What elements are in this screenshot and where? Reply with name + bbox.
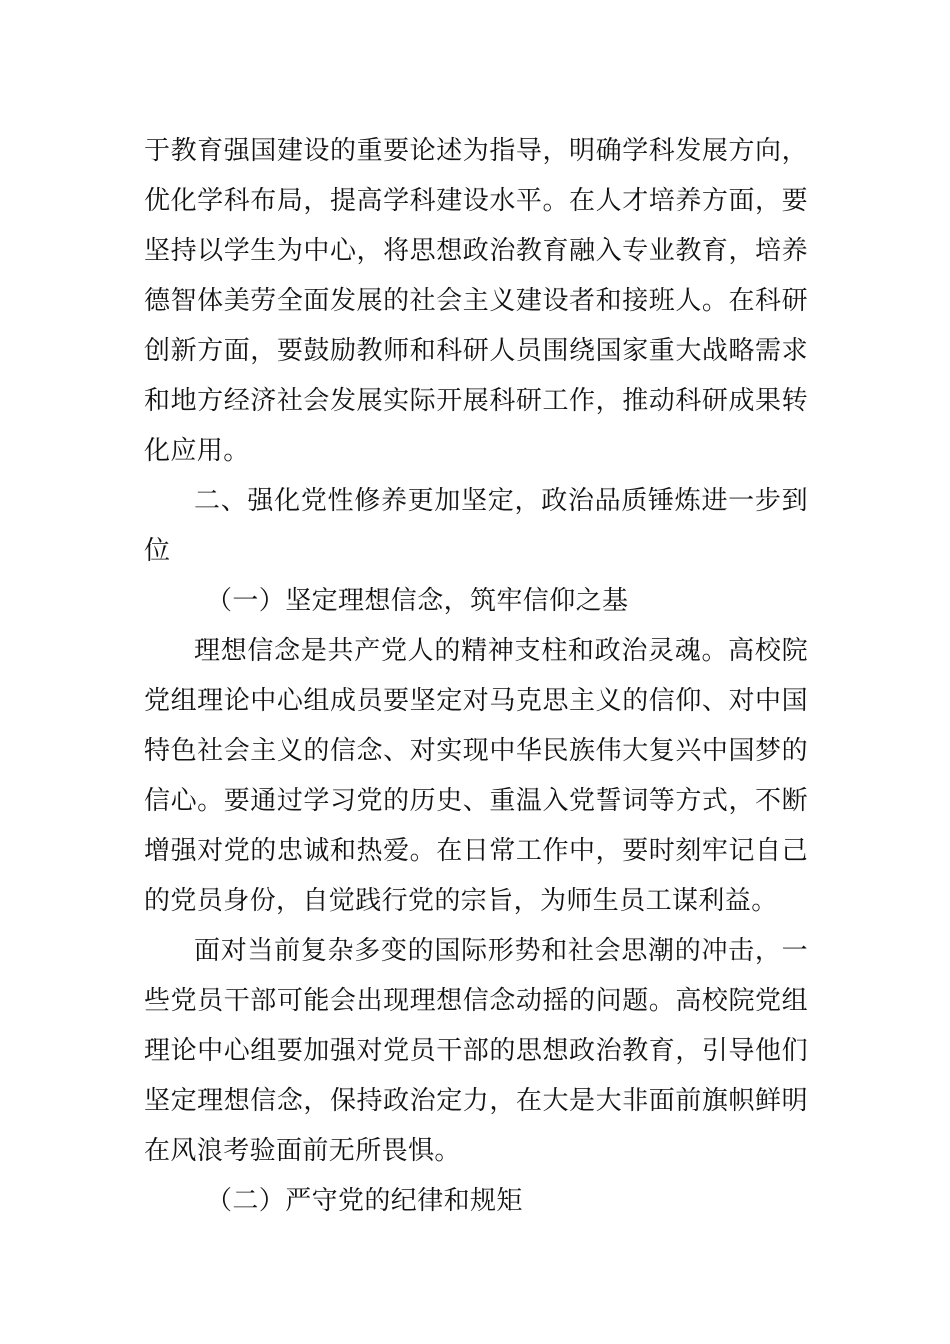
paragraph-line: 德智体美劳全面发展的社会主义建设者和接班人。在科研 xyxy=(144,286,808,316)
paragraph-line: 化应用。 xyxy=(144,436,250,466)
section-heading-continued: 位 xyxy=(144,536,171,566)
paragraph-line: 创新方面，要鼓励教师和科研人员围绕国家重大战略需求 xyxy=(144,336,808,366)
subsection-heading: （二）严守党的纪律和规矩 xyxy=(206,1186,523,1216)
paragraph-line: 优化学科布局，提高学科建设水平。在人才培养方面，要 xyxy=(144,186,808,216)
paragraph-line: 特色社会主义的信念、对实现中华民族伟大复兴中国梦的 xyxy=(144,736,808,766)
paragraph-line: 些党员干部可能会出现理想信念动摇的问题。高校院党组 xyxy=(144,986,808,1016)
paragraph-line: 和地方经济社会发展实际开展科研工作，推动科研成果转 xyxy=(144,386,808,416)
subsection-heading: （一）坚定理想信念，筑牢信仰之基 xyxy=(206,586,629,616)
paragraph-line: 理想信念是共产党人的精神支柱和政治灵魂。高校院 xyxy=(194,636,808,666)
paragraph-line: 面对当前复杂多变的国际形势和社会思潮的冲击，一 xyxy=(194,936,808,966)
paragraph-line: 于教育强国建设的重要论述为指导，明确学科发展方向， xyxy=(144,136,808,166)
paragraph-line: 坚定理想信念，保持政治定力，在大是大非面前旗帜鲜明 xyxy=(144,1086,808,1116)
paragraph-line: 党组理论中心组成员要坚定对马克思主义的信仰、对中国 xyxy=(144,686,808,716)
section-heading: 二、强化党性修养更加坚定，政治品质锤炼进一步到 xyxy=(194,486,808,516)
paragraph-line: 在风浪考验面前无所畏惧。 xyxy=(144,1136,461,1166)
paragraph-line: 的党员身份，自觉践行党的宗旨，为师生员工谋利益。 xyxy=(144,886,778,916)
paragraph-line: 理论中心组要加强对党员干部的思想政治教育，引导他们 xyxy=(144,1036,808,1066)
paragraph-line: 坚持以学生为中心，将思想政治教育融入专业教育，培养 xyxy=(144,236,808,266)
paragraph-line: 增强对党的忠诚和热爱。在日常工作中，要时刻牢记自己 xyxy=(144,836,808,866)
paragraph-line: 信心。要通过学习党的历史、重温入党誓词等方式，不断 xyxy=(144,786,808,816)
